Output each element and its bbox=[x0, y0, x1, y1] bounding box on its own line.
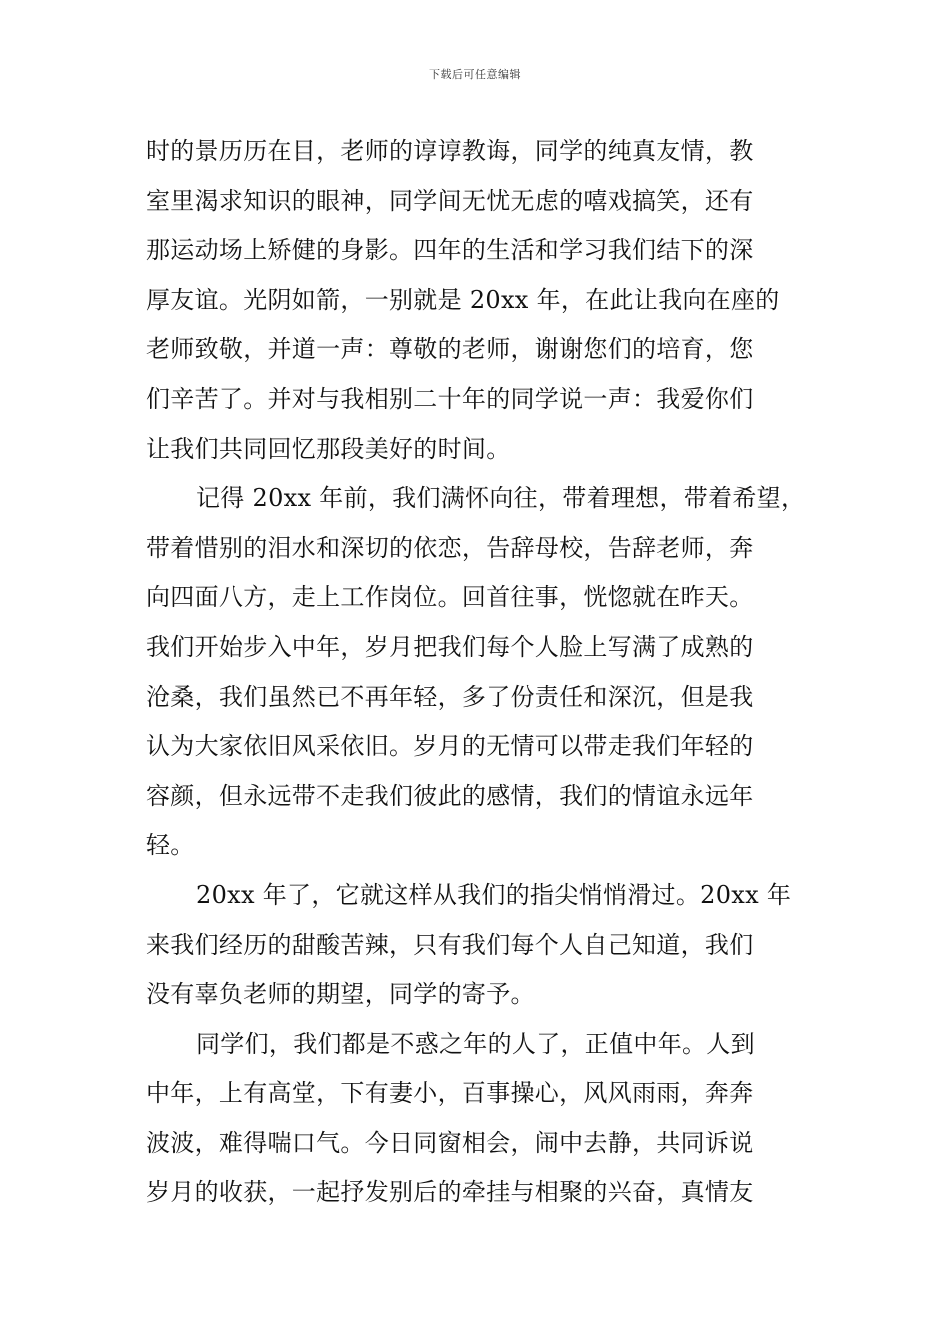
text-line: 让我们共同回忆那段美好的时间。 bbox=[146, 434, 511, 463]
text-line: 容颜，但永远带不走我们彼此的感情，我们的情谊永远年 bbox=[146, 781, 754, 810]
paragraph-start-line: 同学们，我们都是不惑之年的人了，正值中年。人到 bbox=[196, 1029, 755, 1058]
paragraph-start-line: 20xx 年了，它就这样从我们的指尖悄悄滑过。20xx 年 bbox=[196, 880, 792, 909]
text-line: 我们开始步入中年，岁月把我们每个人脸上写满了成熟的 bbox=[146, 632, 754, 661]
text-line: 轻。 bbox=[146, 831, 195, 860]
text-line: 时的景历历在目，老师的谆谆教诲，同学的纯真友情，教 bbox=[146, 137, 754, 165]
text-line: 向四面八方，走上工作岗位。回首往事，恍惚就在昨天。 bbox=[146, 583, 754, 612]
text-line: 们辛苦了。并对与我相别二十年的同学说一声：我爱你们 bbox=[146, 384, 754, 413]
page-header: 下载后可任意编辑 bbox=[429, 68, 521, 81]
text-line: 老师致敬，并道一声：尊敬的老师，谢谢您们的培育，您 bbox=[146, 335, 754, 364]
text-line: 波波，难得喘口气。今日同窗相会，闹中去静，共同诉说 bbox=[146, 1128, 754, 1157]
text-line: 那运动场上矫健的身影。四年的生活和学习我们结下的深 bbox=[146, 236, 754, 265]
text-line: 认为大家依旧风采依旧。岁月的无情可以带走我们年轻的 bbox=[146, 732, 754, 761]
text-line: 厚友谊。光阴如箭，一别就是 20xx 年，在此让我向在座的 bbox=[146, 285, 780, 314]
text-line: 沧桑，我们虽然已不再年轻，多了份责任和深沉，但是我 bbox=[146, 682, 754, 711]
text-line: 带着惜别的泪水和深切的依恋，告辞母校，告辞老师，奔 bbox=[146, 533, 754, 562]
paragraph-start-line: 记得 20xx 年前，我们满怀向往，带着理想，带着希望， bbox=[196, 484, 806, 513]
text-line: 来我们经历的甜酸苦辣，只有我们每个人自己知道，我们 bbox=[146, 930, 754, 959]
document-body bbox=[146, 127, 810, 1218]
text-line: 没有辜负老师的期望，同学的寄予。 bbox=[146, 980, 535, 1009]
text-line: 中年，上有高堂，下有妻小，百事操心，风风雨雨，奔奔 bbox=[146, 1079, 754, 1108]
text-line: 室里渴求知识的眼神，同学间无忧无虑的嘻戏搞笑，还有 bbox=[146, 186, 754, 215]
text-line: 岁月的收获，一起抒发别后的牵挂与相聚的兴奋，真情友 bbox=[146, 1178, 754, 1207]
